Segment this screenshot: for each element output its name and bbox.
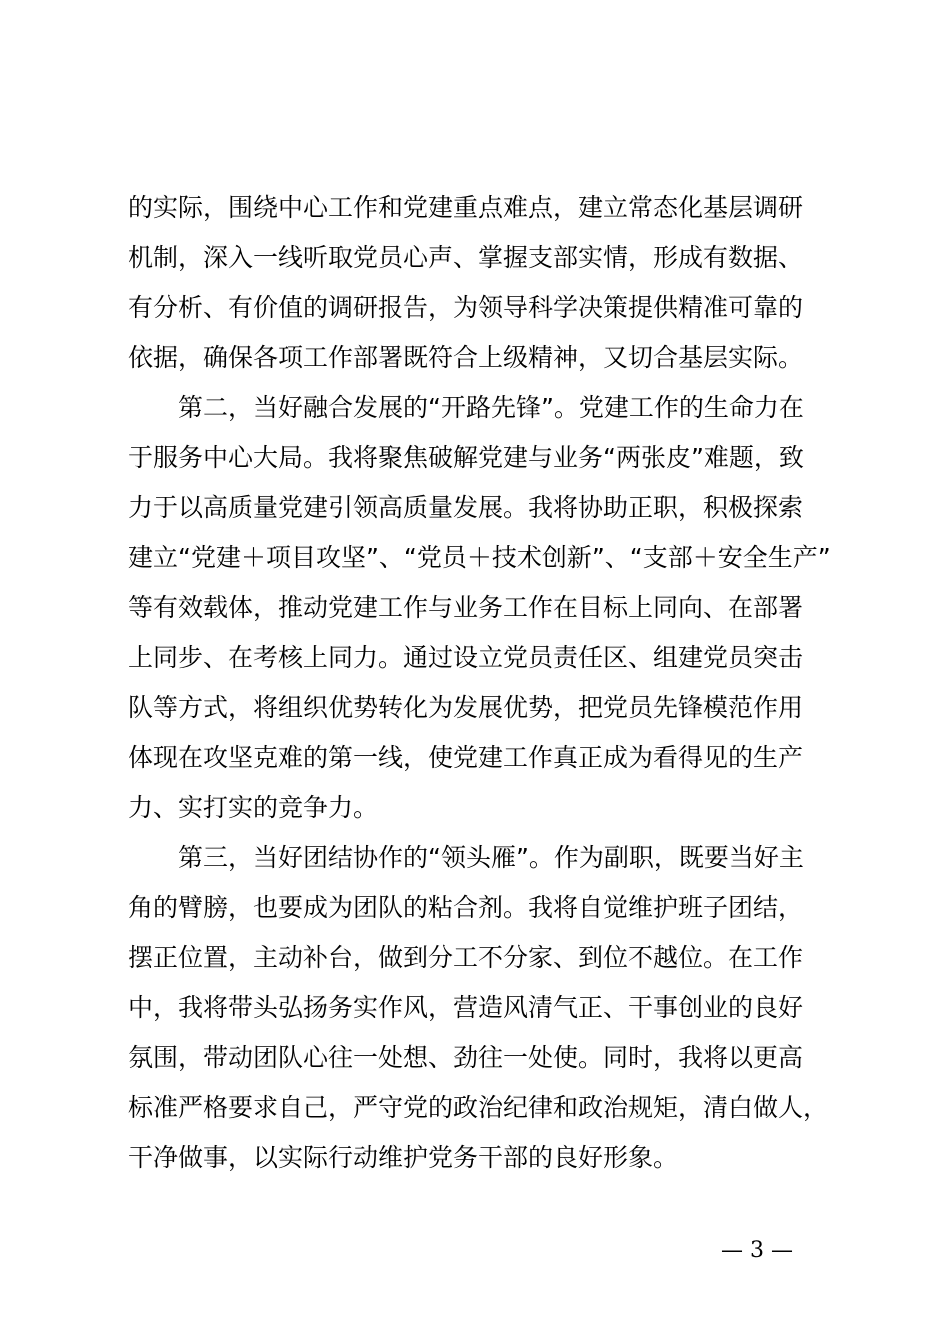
page-number: — 3 —	[721, 1238, 793, 1263]
paragraph-2-line: 等有效载体，推动党建工作与业务工作在目标上同向、在部署	[128, 593, 804, 622]
paragraph-2-line: 力于以高质量党建引领高质量发展。我将协助正职，积极探索	[128, 493, 804, 522]
paragraph-2-line: 于服务中心大局。我将聚焦破解党建与业务“两张皮”难题，致	[128, 443, 804, 472]
paragraph-2-line: 力、实打实的竞争力。	[128, 793, 379, 822]
paragraph-2-line: 第二，当好融合发展的“开路先锋”。党建工作的生命力在	[178, 393, 804, 422]
paragraph-1-line: 有分析、有价值的调研报告，为领导科学决策提供精准可靠的	[128, 293, 804, 322]
paragraph-3-line: 氛围，带动团队心往一处想、劲往一处使。同时，我将以更高	[128, 1043, 804, 1072]
paragraph-3-line: 干净做事，以实际行动维护党务干部的良好形象。	[128, 1143, 679, 1172]
paragraph-2-line: 建立“党建＋项目攻坚”、“党员＋技术创新”、“支部＋安全生产”	[128, 543, 831, 572]
paragraph-2-line: 上同步、在考核上同力。通过设立党员责任区、组建党员突击	[128, 643, 804, 672]
paragraph-2-line: 队等方式，将组织优势转化为发展优势，把党员先锋模范作用	[128, 693, 804, 722]
paragraph-3-line: 标准严格要求自己，严守党的政治纪律和政治规矩，清白做人，	[128, 1093, 829, 1122]
paragraph-3-line: 角的臂膀，也要成为团队的粘合剂。我将自觉维护班子团结，	[128, 893, 804, 922]
paragraph-2-line: 体现在攻坚克难的第一线，使党建工作真正成为看得见的生产	[128, 743, 804, 772]
paragraph-1-line: 依据，确保各项工作部署既符合上级精神，又切合基层实际。	[128, 343, 804, 372]
paragraph-3-line: 第三，当好团结协作的“领头雁”。作为副职，既要当好主	[178, 843, 804, 872]
paragraph-1-line: 机制，深入一线听取党员心声、掌握支部实情，形成有数据、	[128, 243, 804, 272]
paragraph-3-line: 摆正位置，主动补台，做到分工不分家、到位不越位。在工作	[128, 943, 804, 972]
paragraph-1-line: 的实际，围绕中心工作和党建重点难点，建立常态化基层调研	[128, 193, 804, 222]
paragraph-3-line: 中，我将带头弘扬务实作风，营造风清气正、干事创业的良好	[128, 993, 804, 1022]
